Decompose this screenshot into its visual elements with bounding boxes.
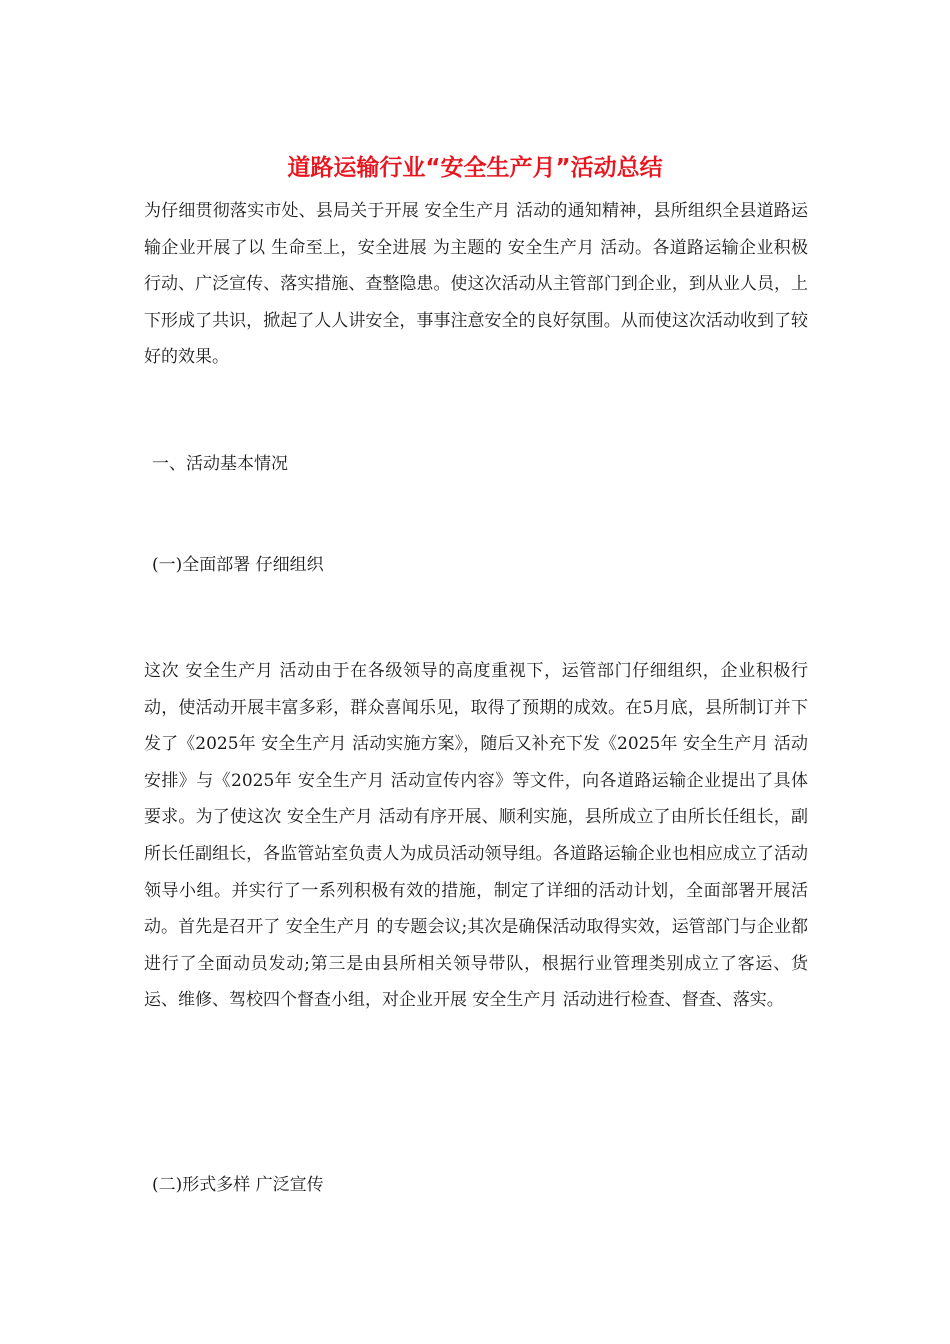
subsection-heading-1: (一)全面部署 仔细组织 <box>152 555 324 575</box>
document-title: 道路运输行业“安全生产月”活动总结 <box>287 155 663 181</box>
intro-paragraph: 为仔细贯彻落实市处、县局关于开展 安全生产月 活动的通知精神，县所组织全县道路运输企业开展了以 生命至上，安全进展 为主题的 安全生产月 活动。各道路运输企业积极行动、广泛宣传、落实措施、查整隐患。使这次活动从主管部门到企业，到从业人员，上下形成了共识，掀起了人人讲安全，事事注意安全的良好氛围。从而使这次活动收到了较好的效果。 <box>144 201 808 368</box>
subsection-heading-2: (二)形式多样 广泛宣传 <box>152 1175 324 1195</box>
subsection-1-paragraph: 这次 安全生产月 活动由于在各级领导的高度重视下，运管部门仔细组织，企业积极行动，使活动开展丰富多彩，群众喜闻乐见，取得了预期的成效。在5月底，县所制订并下发了《2025年 安全生产月 活动实施方案》，随后又补充下发《2025年 安全生产月 活动安排》与《2025年 安全生产月 活动宣传内容》等文件，向各道路运输企业提出了具体要求。为了使这次 安全生产月 活动有序开展、顺利实施，县所成立了由所长任组长，副所长任副组长，各监管站室负责人为成员活动领导组。各道路运输企业也相应成立了活动领导小组。并实行了一系列积极有效的措施，制定了详细的活动计划，全面部署开展活动。首先是召开了 安全生产月 的专题会议;其次是确保活动取得实效，运管部门与企业都进行了全面动员发动;第三是由县所相关领导带队，根据行业管理类别成立了客运、货运、维修、驾校四个督查小组，对企业开展 安全生产月 活动进行检查、督查、落实。 <box>144 661 808 1011</box>
section-heading-1: 一、活动基本情况 <box>152 454 288 474</box>
